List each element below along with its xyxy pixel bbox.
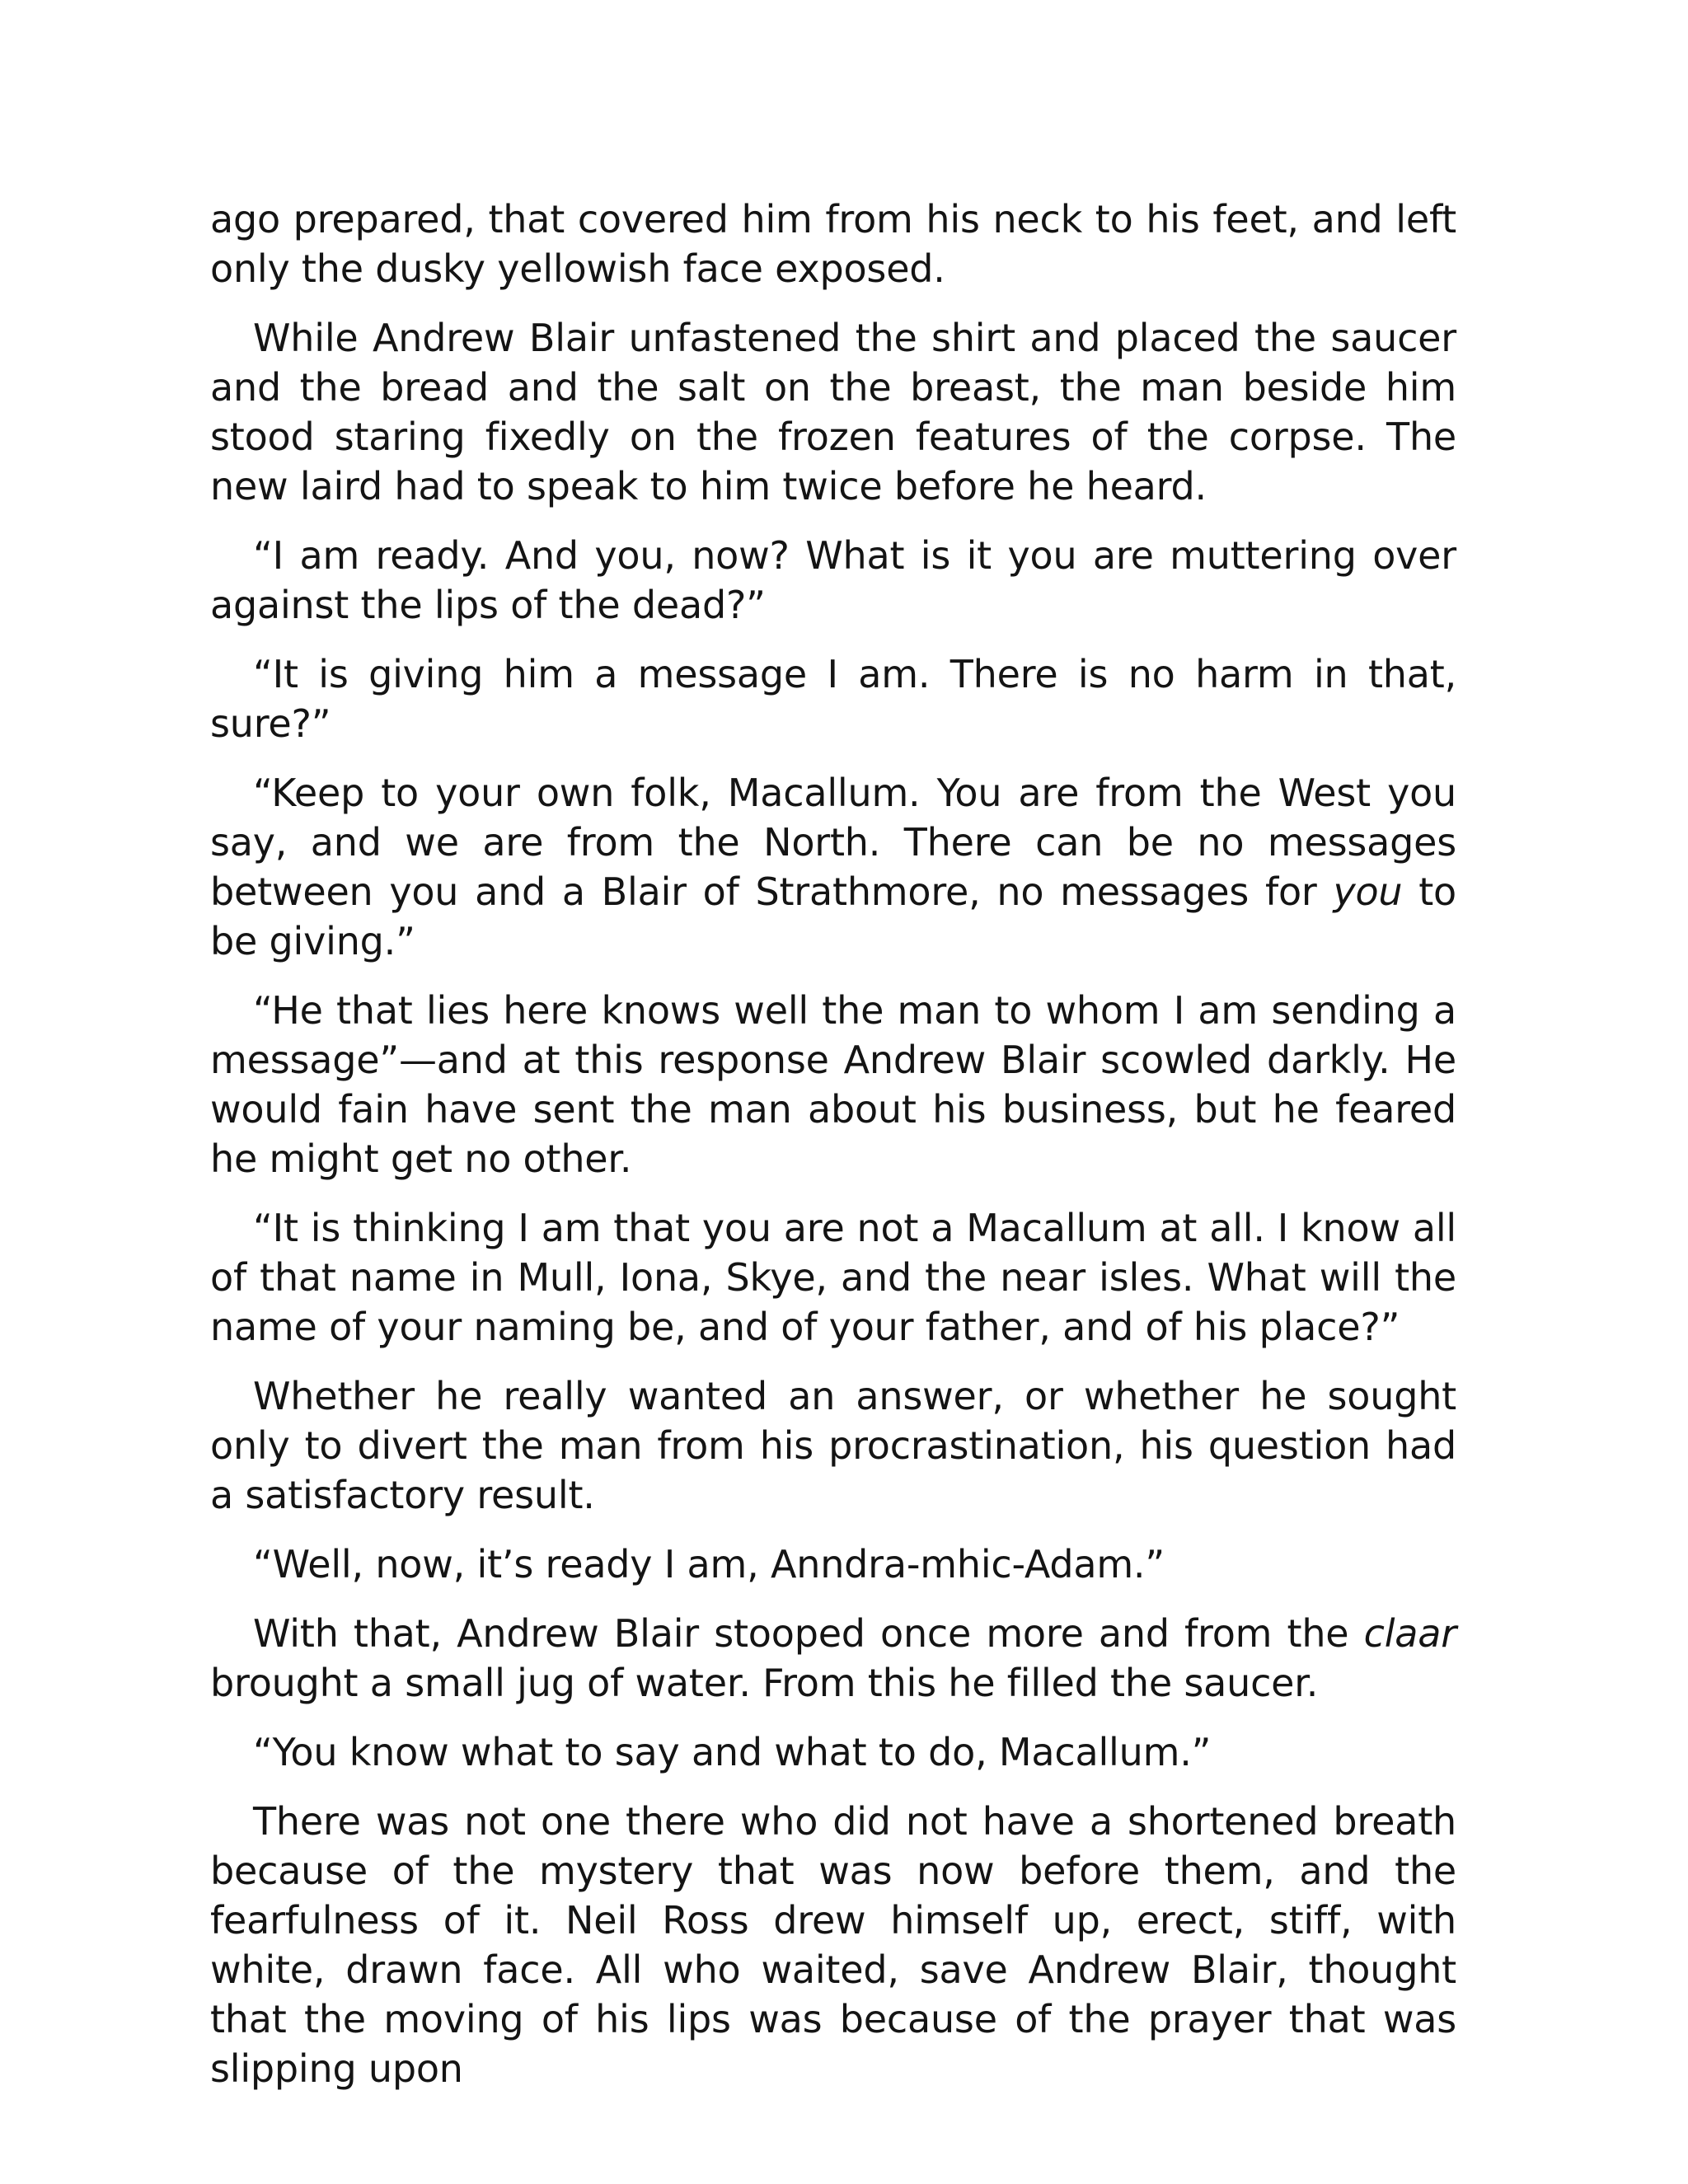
paragraph-7 [210,1203,1456,1352]
text-run: “It is giving him a message I am. There is no harm in that, sure?” [210,652,1456,746]
text-run: ago prepared, that covered him from his neck to his feet, and left only the dusky yellowish face exposed. [210,197,1456,291]
paragraph-10 [210,1609,1456,1708]
text-run: to be giving.” [210,869,1456,963]
paragraph-8 [210,1371,1456,1520]
text-run: “Keep to your own folk, Macallum. You are from the West you say, and we are from the North. There can be no messages between you and a Blair of Strathmore, no messages for [210,771,1456,914]
text-run: brought a small jug of water. From this he filled the saucer. [210,1661,1319,1705]
book-page-text [210,194,1456,2093]
paragraph-5 [210,768,1456,966]
paragraph-9 [210,1540,1456,1589]
text-run: Whether he really wanted an answer, or whether he sought only to divert the man from his procrastination, his question had a satisfactory result. [210,1374,1456,1517]
paragraph-11 [210,1727,1456,1777]
paragraph-3 [210,531,1456,630]
text-run: While Andrew Blair unfastened the shirt and placed the saucer and the bread and the salt on the breast, the man beside him stood staring fixedly on the frozen features of the corpse. The new laird had to speak to him twice before he heard. [210,316,1456,509]
text-run: There was not one there who did not have a shortened breath because of the mystery that was now before them, and the fearfulness of it. Neil Ross drew himself up, erect, stiff, with white, drawn face. All who waited, save Andrew Blair, thought that the moving of his lips was because of the prayer that was slipping upon [210,1799,1456,2091]
text-run: With that, Andrew Blair stooped once more and from the [253,1611,1364,1656]
italic-text-run: you [1333,869,1403,914]
paragraph-4 [210,649,1456,748]
paragraph-6 [210,986,1456,1183]
text-run: “He that lies here knows well the man to whom I am sending a message”—and at this response Andrew Blair scowled darkly. He would fain have sent the man about his business, but he feared he might get no other. [210,988,1456,1181]
text-run: “You know what to say and what to do, Macallum.” [253,1730,1212,1774]
italic-text-run: claar [1363,1611,1456,1656]
paragraph-2 [210,313,1456,511]
text-run: “It is thinking I am that you are not a Macallum at all. I know all of that name in Mull, Iona, Skye, and the near isles. What will the name of your naming be, and of your father, and of his place?” [210,1206,1456,1349]
text-run: “Well, now, it’s ready I am, Anndra-mhic-Adam.” [253,1542,1165,1586]
paragraph-12 [210,1797,1456,2093]
paragraph-1 [210,194,1456,293]
text-run: “I am ready. And you, now? What is it you are muttering over against the lips of the dead?” [210,533,1456,627]
